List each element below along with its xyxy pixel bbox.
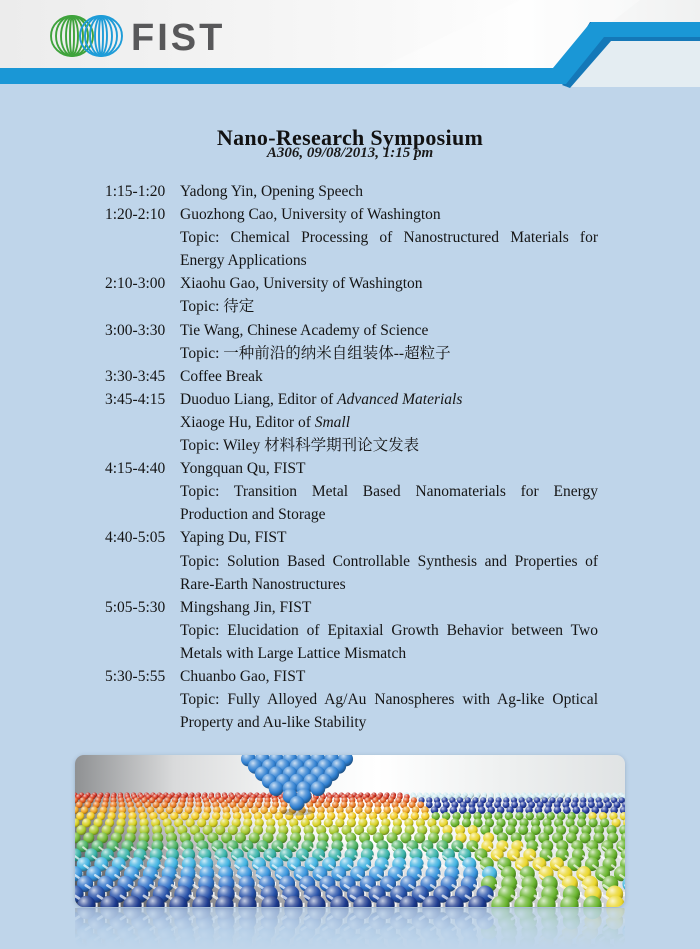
schedule-time: 3:45-4:15 bbox=[105, 390, 166, 408]
schedule-item bbox=[105, 180, 600, 203]
schedule-lines bbox=[180, 457, 598, 526]
schedule-line: Tie Wang, Chinese Academy of Science bbox=[180, 321, 429, 339]
schedule-line: Topic: Transition Metal Based Nanomaterials for Energy Production and Storage bbox=[180, 483, 598, 524]
schedule-item bbox=[105, 203, 600, 272]
schedule-time: 4:15-4:40 bbox=[105, 460, 166, 478]
schedule-line: Topic: Chemical Processing of Nanostructured Materials for Energy Applications bbox=[180, 229, 598, 270]
schedule-time: 4:40-5:05 bbox=[105, 529, 166, 547]
schedule-item bbox=[105, 272, 600, 318]
schedule-item bbox=[105, 365, 600, 388]
schedule-lines bbox=[180, 665, 598, 734]
schedule-lines bbox=[180, 203, 598, 272]
schedule bbox=[105, 180, 600, 734]
page-subtitle: A306, 09/08/2013, 1:15 pm bbox=[266, 145, 434, 161]
schedule-lines bbox=[180, 180, 598, 203]
page-title: Nano-Research Symposium bbox=[216, 124, 484, 150]
schedule-time: 5:30-5:55 bbox=[105, 667, 166, 685]
schedule-lines bbox=[180, 388, 598, 457]
schedule-item bbox=[105, 388, 600, 457]
schedule-line: Coffee Break bbox=[180, 367, 263, 385]
schedule-lines bbox=[180, 365, 598, 388]
schedule-lines bbox=[180, 319, 598, 365]
schedule-line: Topic: Solution Based Controllable Synthesis and Properties of Rare-Earth Nanostructures bbox=[180, 552, 598, 593]
schedule-line: Yongquan Qu, FIST bbox=[180, 460, 306, 478]
schedule-time: 1:15-1:20 bbox=[105, 183, 166, 200]
schedule-item bbox=[105, 457, 600, 526]
schedule-time: 3:30-3:45 bbox=[105, 367, 166, 385]
schedule-time: 3:00-3:30 bbox=[105, 321, 166, 339]
schedule-line: Topic: Wiley 材料科学期刊论文发表 bbox=[180, 437, 420, 455]
schedule-lines bbox=[180, 526, 598, 595]
schedule-time: 1:20-2:10 bbox=[105, 206, 166, 224]
schedule-line: Topic: 一种前沿的纳米自组装体--超粒子 bbox=[180, 344, 451, 362]
fist-logo-text: FIST bbox=[131, 17, 226, 59]
schedule-item bbox=[105, 596, 600, 665]
schedule-line: Topic: 待定 bbox=[180, 298, 255, 316]
schedule-line: Xiaoge Hu, Editor of Small bbox=[180, 413, 351, 431]
nano-illustration bbox=[75, 755, 625, 907]
schedule-lines bbox=[180, 272, 598, 318]
reflection-fade bbox=[75, 908, 625, 949]
schedule-line: Yaping Du, FIST bbox=[180, 529, 287, 547]
schedule-time: 5:05-5:30 bbox=[105, 598, 166, 616]
nano-illustration-svg bbox=[75, 755, 625, 907]
header-banner bbox=[0, 0, 700, 90]
schedule-line: Guozhong Cao, University of Washington bbox=[180, 206, 441, 224]
schedule-item bbox=[105, 665, 600, 734]
schedule-line: Mingshang Jin, FIST bbox=[180, 598, 312, 616]
schedule-lines bbox=[180, 596, 598, 665]
schedule-line: Yadong Yin, Opening Speech bbox=[180, 183, 363, 200]
schedule-line: Topic: Elucidation of Epitaxial Growth Behavior between Two Metals with Large Lattice Mismatch bbox=[180, 621, 598, 662]
schedule-item bbox=[105, 319, 600, 365]
schedule-line: Topic: Fully Alloyed Ag/Au Nanospheres with Ag-like Optical Property and Au-like Stability bbox=[180, 691, 598, 732]
schedule-time: 2:10-3:00 bbox=[105, 275, 166, 293]
schedule-line: Xiaohu Gao, University of Washington bbox=[180, 275, 423, 293]
schedule-line: Duoduo Liang, Editor of Advanced Materials bbox=[180, 390, 463, 408]
schedule-line: Chuanbo Gao, FIST bbox=[180, 667, 306, 685]
header bbox=[0, 0, 700, 90]
schedule-item bbox=[105, 526, 600, 595]
